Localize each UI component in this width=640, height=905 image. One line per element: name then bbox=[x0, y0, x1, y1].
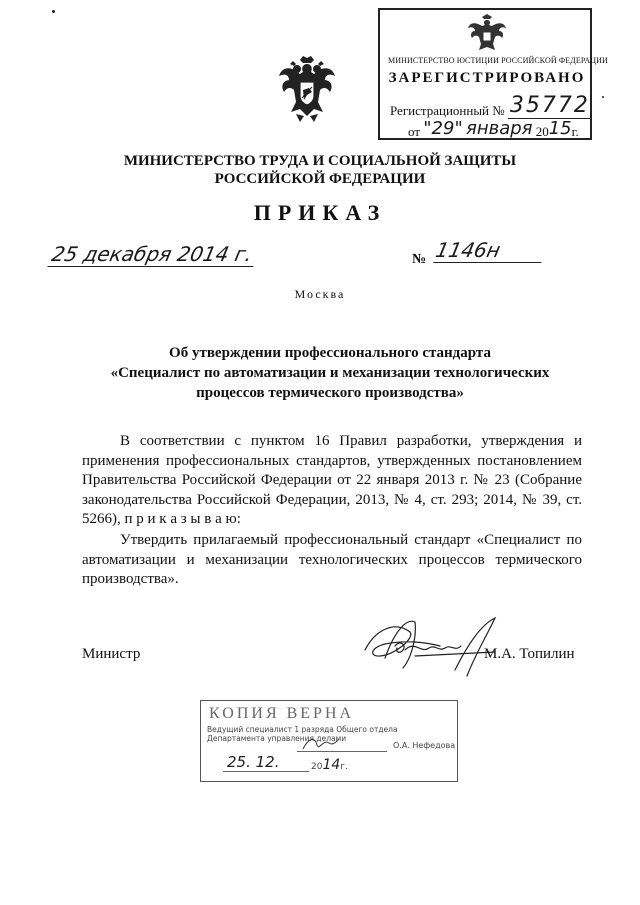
stamp-ministry-name: МИНИСТЕРСТВО ЮСТИЦИИ РОССИЙСКОЙ ФЕДЕРАЦИИ bbox=[388, 56, 608, 65]
subject-line1: Об утверждении профессионального стандарта bbox=[169, 345, 491, 361]
body-paragraph-decision: Утвердить прилагаемый профессиональный стандарт «Специалист по автоматизации и механизации технологических процессов термического производства». bbox=[82, 532, 582, 587]
stamp-date-suffix: г. bbox=[571, 124, 579, 139]
stamp-date-month: января bbox=[465, 118, 533, 139]
coat-of-arms-icon bbox=[276, 54, 338, 128]
handwritten-signature bbox=[355, 610, 505, 680]
order-subject bbox=[80, 343, 580, 403]
copy-stamp-date-line bbox=[223, 771, 309, 772]
body-paragraph-legal-basis: В соответствии с пунктом 16 Правил разработки, утверждения и применения профессиональных стандартов, утвержденных постановлением Правительства Российской Федерации от 22 января 2013 г. № 23 (Собрание законодательства Российской Федерации, 2013, № 4, ст. 293; 2014, № 39, ст. 5266), п р и к а з ы в а ю: bbox=[82, 433, 582, 527]
stamp-date-year-printed: 20 bbox=[535, 124, 549, 139]
subject-line2: «Специалист по автоматизации и механизации технологических bbox=[110, 365, 550, 381]
order-date: 25 декабря 2014 г. bbox=[47, 242, 258, 267]
copy-stamp-date: 25. 12. bbox=[227, 753, 280, 771]
copy-stamp-year-printed: 20 bbox=[311, 762, 323, 772]
stamp-registration-number: 35772 bbox=[509, 93, 590, 118]
copy-stamp-year bbox=[311, 757, 348, 773]
document-type-title: ПРИКАЗ bbox=[253, 200, 387, 225]
signatory-title: Министр bbox=[82, 646, 141, 662]
ministry-name-line2: РОССИЙСКОЙ ФЕДЕРАЦИИ bbox=[214, 171, 426, 187]
registration-stamp bbox=[378, 8, 608, 140]
copy-stamp-position: Ведущий специалист 1 разряда Общего отдела Департамента управления делами bbox=[207, 725, 398, 743]
small-eagle-emblem-icon bbox=[466, 14, 508, 54]
stamp-date-prefix: от bbox=[408, 124, 421, 139]
ministry-name-line1: МИНИСТЕРСТВО ТРУДА И СОЦИАЛЬНОЙ ЗАЩИТЫ bbox=[123, 153, 517, 169]
order-number-label: № bbox=[412, 252, 427, 267]
copy-stamp-year-suffix: г. bbox=[340, 762, 348, 772]
stamp-date-day: "29" bbox=[423, 118, 463, 139]
ministry-name bbox=[60, 152, 580, 188]
city: Москва bbox=[294, 287, 346, 301]
stamp-date-year-hand: 15 bbox=[548, 118, 572, 139]
scan-speck bbox=[52, 10, 55, 13]
copy-stamp-signature bbox=[301, 735, 341, 753]
subject-line3: процессов термического производства» bbox=[196, 385, 464, 401]
stamp-date-line bbox=[408, 120, 579, 141]
copy-stamp-title: КОПИЯ ВЕРНА bbox=[209, 705, 355, 722]
stamp-status: ЗАРЕГИСТРИРОВАНО bbox=[388, 70, 586, 86]
copy-certified-stamp bbox=[200, 700, 458, 782]
scan-speck bbox=[602, 96, 604, 98]
copy-stamp-name: О.А. Нефедова bbox=[393, 741, 456, 750]
copy-stamp-year-hand: 14 bbox=[322, 757, 341, 773]
stamp-number-label: Регистрационный № bbox=[390, 103, 505, 118]
order-number: 1146н bbox=[433, 238, 546, 263]
signatory-name: М.А. Топилин bbox=[484, 646, 575, 662]
